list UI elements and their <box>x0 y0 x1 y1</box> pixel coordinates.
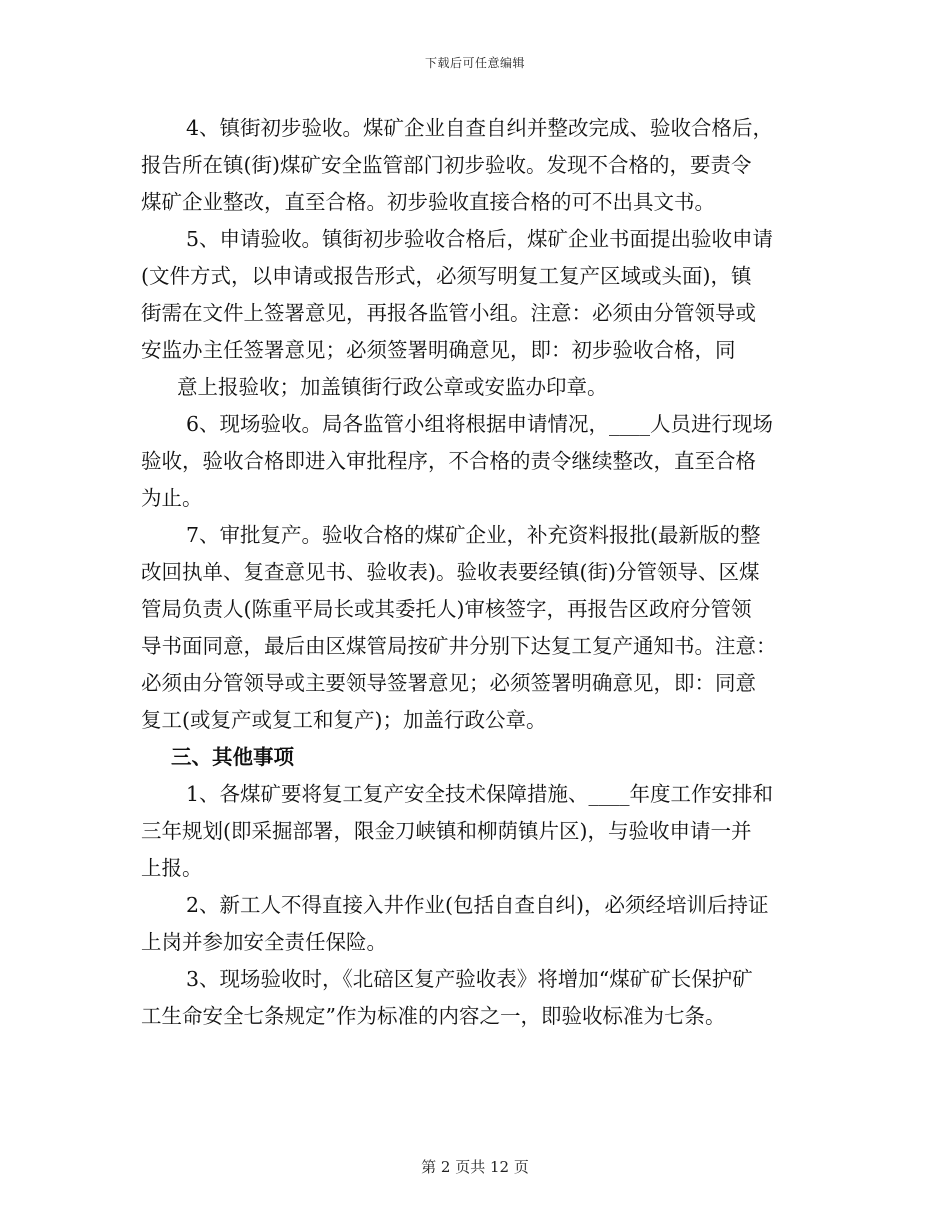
paragraph-line: 5、申请验收。镇街初步验收合格后，煤矿企业书面提出验收申请 <box>186 227 774 251</box>
document-body <box>141 110 811 1035</box>
paragraph-line: 6、现场验收。局各监管小组将根据申请情况，____人员进行现场 <box>186 412 774 436</box>
paragraph-line: 煤矿企业整改，直至合格。初步验收直接合格的可不出具文书。 <box>141 190 715 214</box>
paragraph-line: 工生命安全七条规定”作为标准的内容之一，即验收标准为七条。 <box>141 1004 726 1028</box>
page-number: 第 2 页共 12 页 <box>421 1158 529 1176</box>
paragraph-line: 必须由分管领导或主要领导签署意见；必须签署明确意见，即：同意 <box>141 671 756 695</box>
paragraph-line: 3、现场验收时，《北碚区复产验收表》将增加“煤矿矿长保护矿 <box>186 967 753 991</box>
paragraph-line: (文件方式，以申请或报告形式，必须写明复工复产区域或头面)，镇 <box>141 264 752 288</box>
paragraph-line: 三年规划(即采掘部署，限金刀峡镇和柳荫镇片区)，与验收申请一并 <box>141 819 752 843</box>
paragraph-line: 上报。 <box>141 856 203 880</box>
paragraph-line: 上岗并参加安全责任保险。 <box>141 930 387 954</box>
paragraph-line: 安监办主任签署意见；必须签署明确意见，即：初步验收合格，同 <box>141 338 736 362</box>
page-header: 下载后可任意编辑 <box>424 56 525 70</box>
paragraph-line: 意上报验收；加盖镇街行政公章或安监办印章。 <box>177 375 608 399</box>
paragraph-line: 验收，验收合格即进入审批程序，不合格的责令继续整改，直至合格 <box>141 449 756 473</box>
paragraph-line: 2、新工人不得直接入井作业(包括自查自纠)，必须经培训后持证 <box>186 893 769 917</box>
paragraph-line: 为止。 <box>141 486 203 510</box>
section-heading: 三、其他事项 <box>171 745 294 769</box>
paragraph-line: 1、各煤矿要将复工复产安全技术保障措施、____年度工作安排和 <box>186 782 774 806</box>
paragraph-line: 改回执单、复查意见书、验收表)。验收表要经镇(街)分管领导、区煤 <box>141 560 760 584</box>
paragraph-line: 导书面同意，最后由区煤管局按矿井分别下达复工复产通知书。注意： <box>141 634 777 658</box>
paragraph-line: 报告所在镇(街)煤矿安全监管部门初步验收。发现不合格的，要责令 <box>141 153 752 177</box>
paragraph-line: 管局负责人(陈重平局长或其委托人)审核签字，再报告区政府分管领 <box>141 597 752 621</box>
paragraph-line: 7、审批复产。验收合格的煤矿企业，补充资料报批(最新版的整 <box>186 523 761 547</box>
paragraph-line: 街需在文件上签署意见，再报各监管小组。注意：必须由分管领导或 <box>141 301 756 325</box>
paragraph-line: 4、镇街初步验收。煤矿企业自查自纠并整改完成、验收合格后， <box>186 116 774 140</box>
paragraph-line: 复工(或复产或复工和复产)；加盖行政公章。 <box>141 708 547 732</box>
